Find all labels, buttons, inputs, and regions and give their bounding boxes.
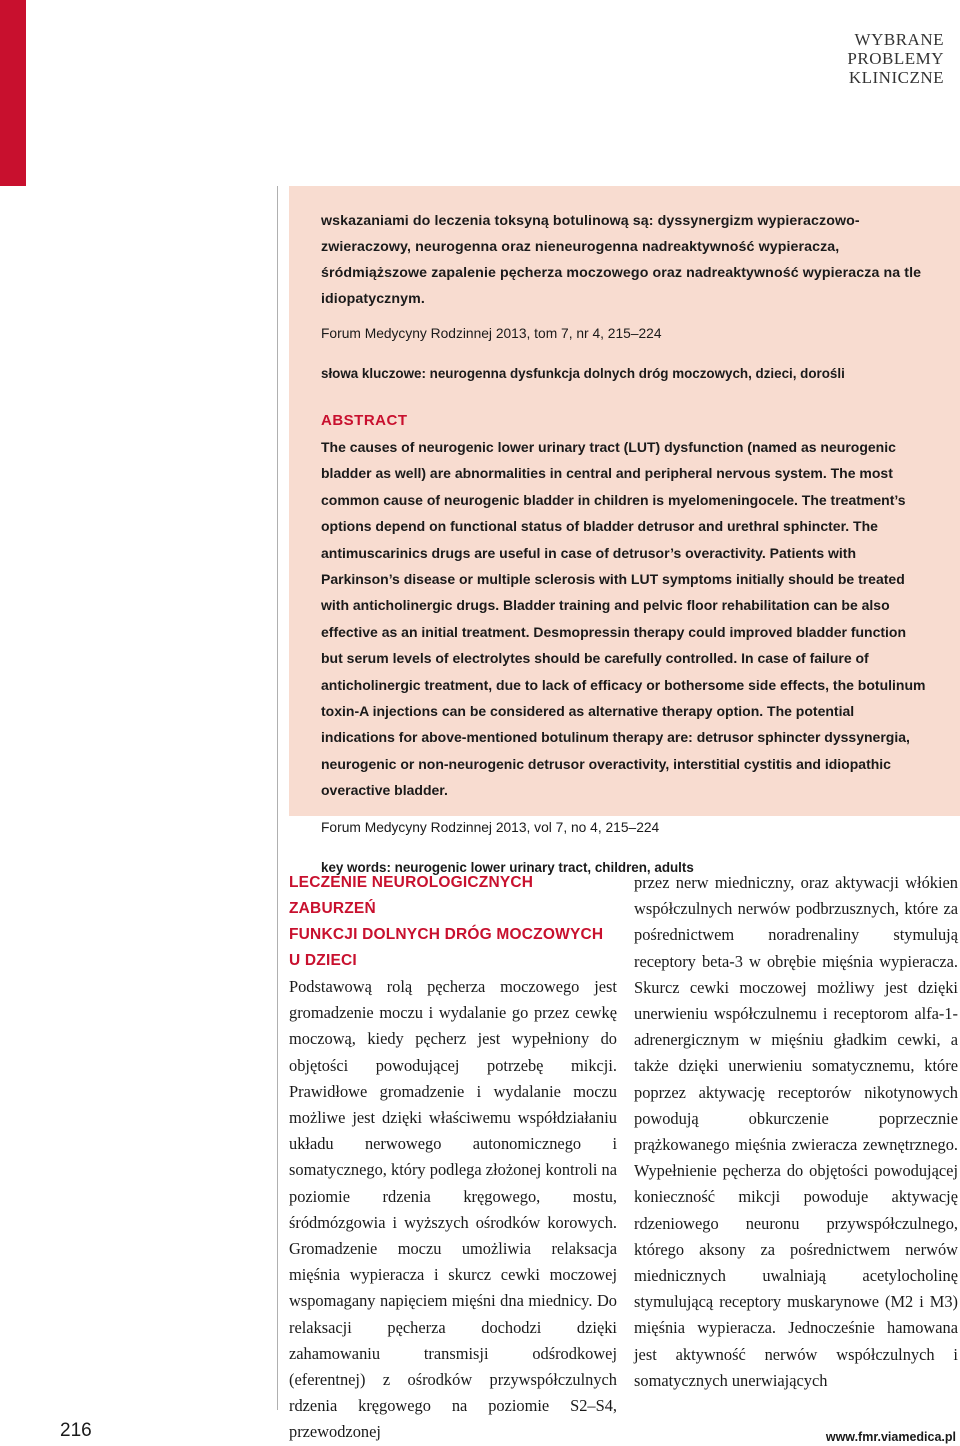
article-section-heading	[289, 870, 617, 974]
journal-url: www.fmr.viamedica.pl	[825, 1430, 956, 1444]
keywords-pl: słowa kluczowe: neurogenna dysfunkcja dolnych dróg moczowych, dzieci, dorośli	[321, 366, 845, 381]
heading-line: FUNKCJI DOLNYCH DRÓG MOCZOWYCH	[289, 926, 604, 943]
body-text-left	[289, 974, 617, 1446]
citation-en: Forum Medycyny Rodzinnej 2013, vol 7, no 4, 215–224	[321, 819, 660, 835]
heading-line: LECZENIE NEUROLOGICZNYCH ZABURZEŃ	[289, 874, 534, 917]
abstract-text: The causes of neurogenic lower urinary tract (LUT) dysfunction (named as neurogenic bladder as well) are abnormalities in central and peripheral nervous system. The most common cause of neurogenic bladder in children is myelomeningocele. The treatment’s options depend on functional status of bladder detrusor and urethral sphincter. The antimuscarinics drugs are useful in case of detrusor’s overactivity. Patients with Parkinson’s disease or multiple sclerosis with LUT symptoms initially should be treated with anticholinergic drugs. Bladder training and pelvic floor rehabilitation can be also effective as an initial treatment. Desmopressin therapy could improved bladder function but serum levels of electrolytes should be carefully controlled. In case of failure of anticholinergic treatment, due to lack of efficacy or bothersome side effects, the botulinum toxin-A injections can be considered as alternative therapy option. The potential indications for above-mentioned botulinum therapy are: detrusor sphincter dyssynergia, neurogenic or non-neurogenic detrusor overactivity, interstitial cystitis and idiopathic overactive bladder.	[321, 439, 926, 799]
abstract-heading: ABSTRACT	[321, 412, 408, 429]
column-divider	[277, 186, 278, 1410]
section-color-bar	[0, 0, 26, 186]
article-column-left	[289, 870, 617, 1446]
section-label-line: KLINICZNE	[848, 68, 944, 87]
section-label	[744, 30, 944, 87]
citation-pl: Forum Medycyny Rodzinnej 2013, tom 7, nr 4, 215–224	[321, 326, 662, 341]
streszczenie-text: wskazaniami do leczenia toksyną botulinową są: dyssynergizm wypieraczowo-zwieraczowy, neurogenna oraz nieneurogenna nadreaktywność wypieracza, śródmiąższowe zapalenie pęcherza moczowego oraz nadreaktywność wypieracza na tle idiopatycznym.	[321, 213, 922, 307]
article-column-right	[634, 870, 958, 1394]
section-label-line: PROBLEMY	[847, 49, 944, 68]
paragraph: Podstawową rolą pęcherza moczowego jest gromadzenie moczu i wydalanie go przez cewkę moczową, kiedy pęcherz jest wypełniony do objętości powodującej potrzebę mikcji. Prawidłowe gromadzenie i wydalanie moczu możliwe jest dzięki właściwemu współdziałaniu układu nerwowego autonomicznego i somatycznego, który podlega złożonej kontroli na poziomie rdzenia kręgowego, mostu, śródmózgowia i wyższych ośrodków korowych. Gromadzenie moczu umożliwia relaksacja mięśnia wypieracza i skurcz cewki moczowej wspomagany napięciem mięśni dna miednicy. Do relaksacji pęcherza dochodzi dzięki zahamowaniu transmisji odśrodkowej (eferentnej) z ośrodków przywspółczulnych rdzenia kręgowego na poziomie S2–S4, przewodzonej	[289, 977, 617, 1442]
section-label-line: WYBRANE	[854, 30, 944, 49]
body-text-right	[634, 870, 958, 1394]
abstract-box	[289, 186, 960, 875]
keywords-en: key words: neurogenic lower urinary tract, children, adults	[321, 859, 694, 875]
page-number: 216	[60, 1420, 92, 1441]
paragraph: przez nerw miedniczny, oraz aktywacji włókien współczulnych nerwów podbrzusznych, które za pośrednictwem noradrenaliny stymulują receptory beta-3 w obrębie mięśnia wypieracza. Skurcz cewki moczowej możliwy jest dzięki unerwieniu współczulnemu i receptorom alfa-1-adrenergicznym w mięśniu gładkim cewki, a także dzięki unerwieniu somatycznemu, które poprzez aktywację receptorów nikotynowych powodują obkurczenie poprzecznie prążkowanego mięśnia zwieracza zewnętrznego. Wypełnienie pęcherza do objętości powodującej konieczność mikcji powoduje aktywację rdzeniowego neuronu przywspółczulnego, którego aksony za pośrednictwem nerwów miednicznych uwalniają acetylocholinę stymulującą receptory muskarynowe (M2 i M3) mięśnia wypieracza. Jednocześnie hamowana jest aktywność nerwów współczulnych i somatycznych unerwiających	[634, 873, 958, 1390]
heading-line: U DZIECI	[289, 952, 357, 969]
